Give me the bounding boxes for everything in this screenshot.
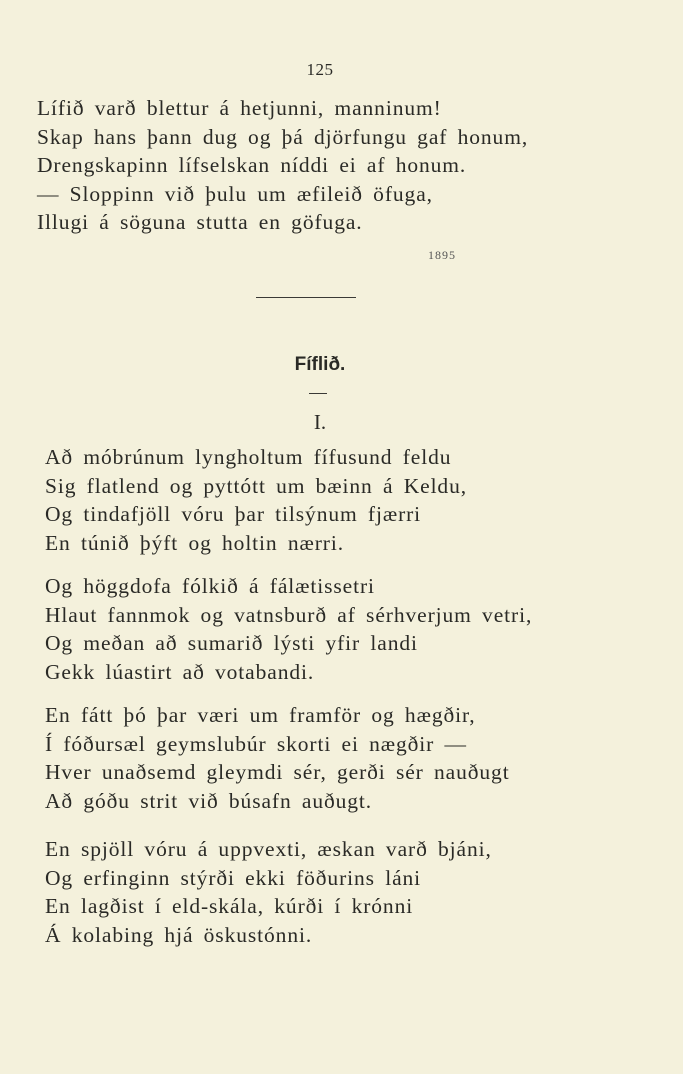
verse-line: Illugi á söguna stutta en göfuga. <box>37 210 363 235</box>
verse-line: Á kolabing hjá öskustónni. <box>45 922 313 947</box>
verse-line: Gekk lúastirt að votabandi. <box>45 659 315 684</box>
verse-line: Lífið varð blettur á hetjunni, manninum! <box>37 96 442 120</box>
verse-line: Og erfinginn stýrði ekki föðurins láni <box>45 865 422 890</box>
stanza-4 <box>45 835 492 949</box>
verse-line: En túnið þýft og holtin nærri. <box>45 530 345 555</box>
poem-year: 1895 <box>428 248 456 262</box>
previous-poem-ending <box>37 94 528 237</box>
verse-line: Hlaut fannmok og vatnsburð af sérhverjum vetri, <box>45 602 533 627</box>
stanza-3 <box>45 701 510 815</box>
verse-line: En spjöll vóru á uppvexti, æskan varð bjáni, <box>45 837 492 861</box>
verse-line: Skap hans þann dug og þá djörfungu gaf honum, <box>37 124 529 149</box>
verse-line: Og meðan að sumarið lýsti yfir landi <box>45 631 418 656</box>
verse-line: — Sloppinn við þulu um æfileið öfuga, <box>37 181 433 206</box>
verse-line: Að góðu strit við búsafn auðugt. <box>45 788 373 813</box>
verse-line: Í fóðursæl geymslubúr skorti ei nægðir — <box>45 731 467 756</box>
page-number: 125 <box>306 60 334 79</box>
stanza-1 <box>45 443 467 557</box>
verse-line: Og höggdofa fólkið á fálætissetri <box>45 574 375 598</box>
poem-title: Fíflið. <box>294 354 346 375</box>
verse-line: En fátt þó þar væri um framför og hægðir, <box>45 703 476 727</box>
verse-line: Að móbrúnum lyngholtum fífusund feldu <box>45 445 452 469</box>
verse-line: Sig flatlend og pyttótt um bæinn á Keldu, <box>45 473 468 498</box>
section-divider <box>256 297 356 298</box>
verse-line: Drengskapinn lífselskan níddi ei af honum. <box>37 153 467 178</box>
verse-line: Hver unaðsemd gleymdi sér, gerði sér nauðugt <box>45 760 510 785</box>
title-dash <box>309 393 327 394</box>
stanza-2 <box>45 572 532 686</box>
verse-line: Og tindafjöll vóru þar tilsýnum fjærri <box>45 502 422 527</box>
verse-line: En lagðist í eld-skála, kúrði í krónni <box>45 894 414 919</box>
section-number: I. <box>313 410 327 434</box>
